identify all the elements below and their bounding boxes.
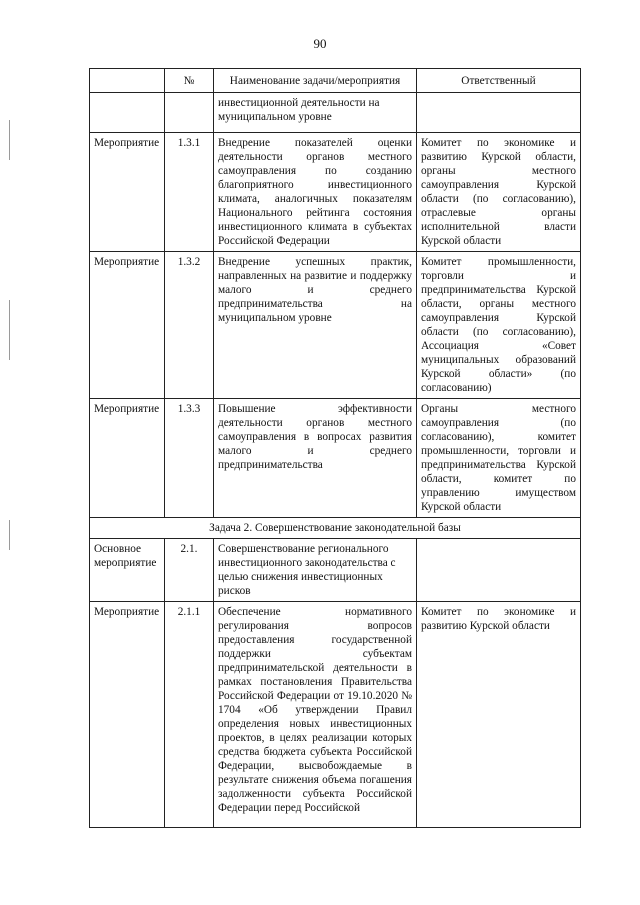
table-row bbox=[90, 133, 581, 252]
page-number: 90 bbox=[313, 36, 327, 51]
margin-mark bbox=[9, 120, 10, 160]
cell-number: 2.1.1 bbox=[165, 602, 214, 828]
cell-number: 1.3.2 bbox=[165, 252, 214, 399]
table-row bbox=[90, 539, 581, 602]
cell-name: Внедрение успешных практик, направленных на развитие и поддержку малого и среднего предпринимательства на муниципальном уровне bbox=[214, 252, 417, 399]
header-number: № bbox=[165, 69, 214, 93]
table-row bbox=[90, 252, 581, 399]
table-row bbox=[90, 399, 581, 518]
cell-responsible: Органы местного самоуправления (по согласованию), комитет промышленности, торговли и предпринимательства Курской области, комитет по управлению имуществом Курской области bbox=[417, 399, 581, 518]
table-header-row bbox=[90, 69, 581, 93]
table-row bbox=[90, 602, 581, 828]
cell-responsible: Комитет промышленности, торговли и предпринимательства Курской области, органы местного самоуправления Курской области (по согласованию), Ассоциация «Совет муниципальных образований Курской области» (по согласованию) bbox=[417, 252, 581, 399]
cell-name: Обеспечение нормативного регулирования вопросов предоставления государственной поддержки субъектам предпринимательской деятельности в рамках постановления Правительства Российской Федерации от 19.10.2020 № 1704 «Об утверждении Правил определения новых инвестиционных проектов, в целях реализации которых средства бюджета субъекта Российской Федерации, высвобождаемые в результате снижения объема погашения задолженности субъекта Российской Федерации перед Российской bbox=[214, 602, 417, 828]
task-heading: Задача 2. Совершенствование законодательной базы bbox=[90, 518, 581, 539]
cell-number: 1.3.1 bbox=[165, 133, 214, 252]
cell-name: Совершенствование регионального инвестиционного законодательства с целью снижения инвестиционных рисков bbox=[214, 539, 417, 602]
cell-name: Внедрение показателей оценки деятельности органов местного самоуправления по созданию благоприятного инвестиционного климата, аналогичных показателям Национального рейтинга состояния инвестиционного климата в субъектах Российской Федерации bbox=[214, 133, 417, 252]
margin-mark bbox=[9, 300, 10, 360]
cell-type: Мероприятие bbox=[90, 602, 165, 828]
header-responsible: Ответственный bbox=[417, 69, 581, 93]
cell-type: Мероприятие bbox=[90, 399, 165, 518]
task-heading-row bbox=[90, 518, 581, 539]
cell-type bbox=[90, 93, 165, 133]
table-row bbox=[90, 93, 581, 133]
cell-type: Мероприятие bbox=[90, 133, 165, 252]
header-name: Наименование задачи/мероприятия bbox=[214, 69, 417, 93]
margin-mark bbox=[9, 520, 10, 550]
cell-responsible: Комитет по экономике и развитию Курской области, органы местного самоуправления Курской области (по согласованию), отраслевые органы исполнительной власти Курской области bbox=[417, 133, 581, 252]
cell-number: 2.1. bbox=[165, 539, 214, 602]
cell-responsible: Комитет по экономике и развитию Курской области bbox=[417, 602, 581, 828]
cell-responsible bbox=[417, 539, 581, 602]
measures-table bbox=[89, 68, 581, 828]
cell-name: Повышение эффективности деятельности органов местного самоуправления в вопросах развития малого и среднего предпринимательства bbox=[214, 399, 417, 518]
cell-responsible bbox=[417, 93, 581, 133]
cell-type: Мероприятие bbox=[90, 252, 165, 399]
cell-name: инвестиционной деятельности на муниципальном уровне bbox=[214, 93, 417, 133]
cell-type: Основное мероприятие bbox=[90, 539, 165, 602]
cell-number bbox=[165, 93, 214, 133]
cell-number: 1.3.3 bbox=[165, 399, 214, 518]
header-type bbox=[90, 69, 165, 93]
